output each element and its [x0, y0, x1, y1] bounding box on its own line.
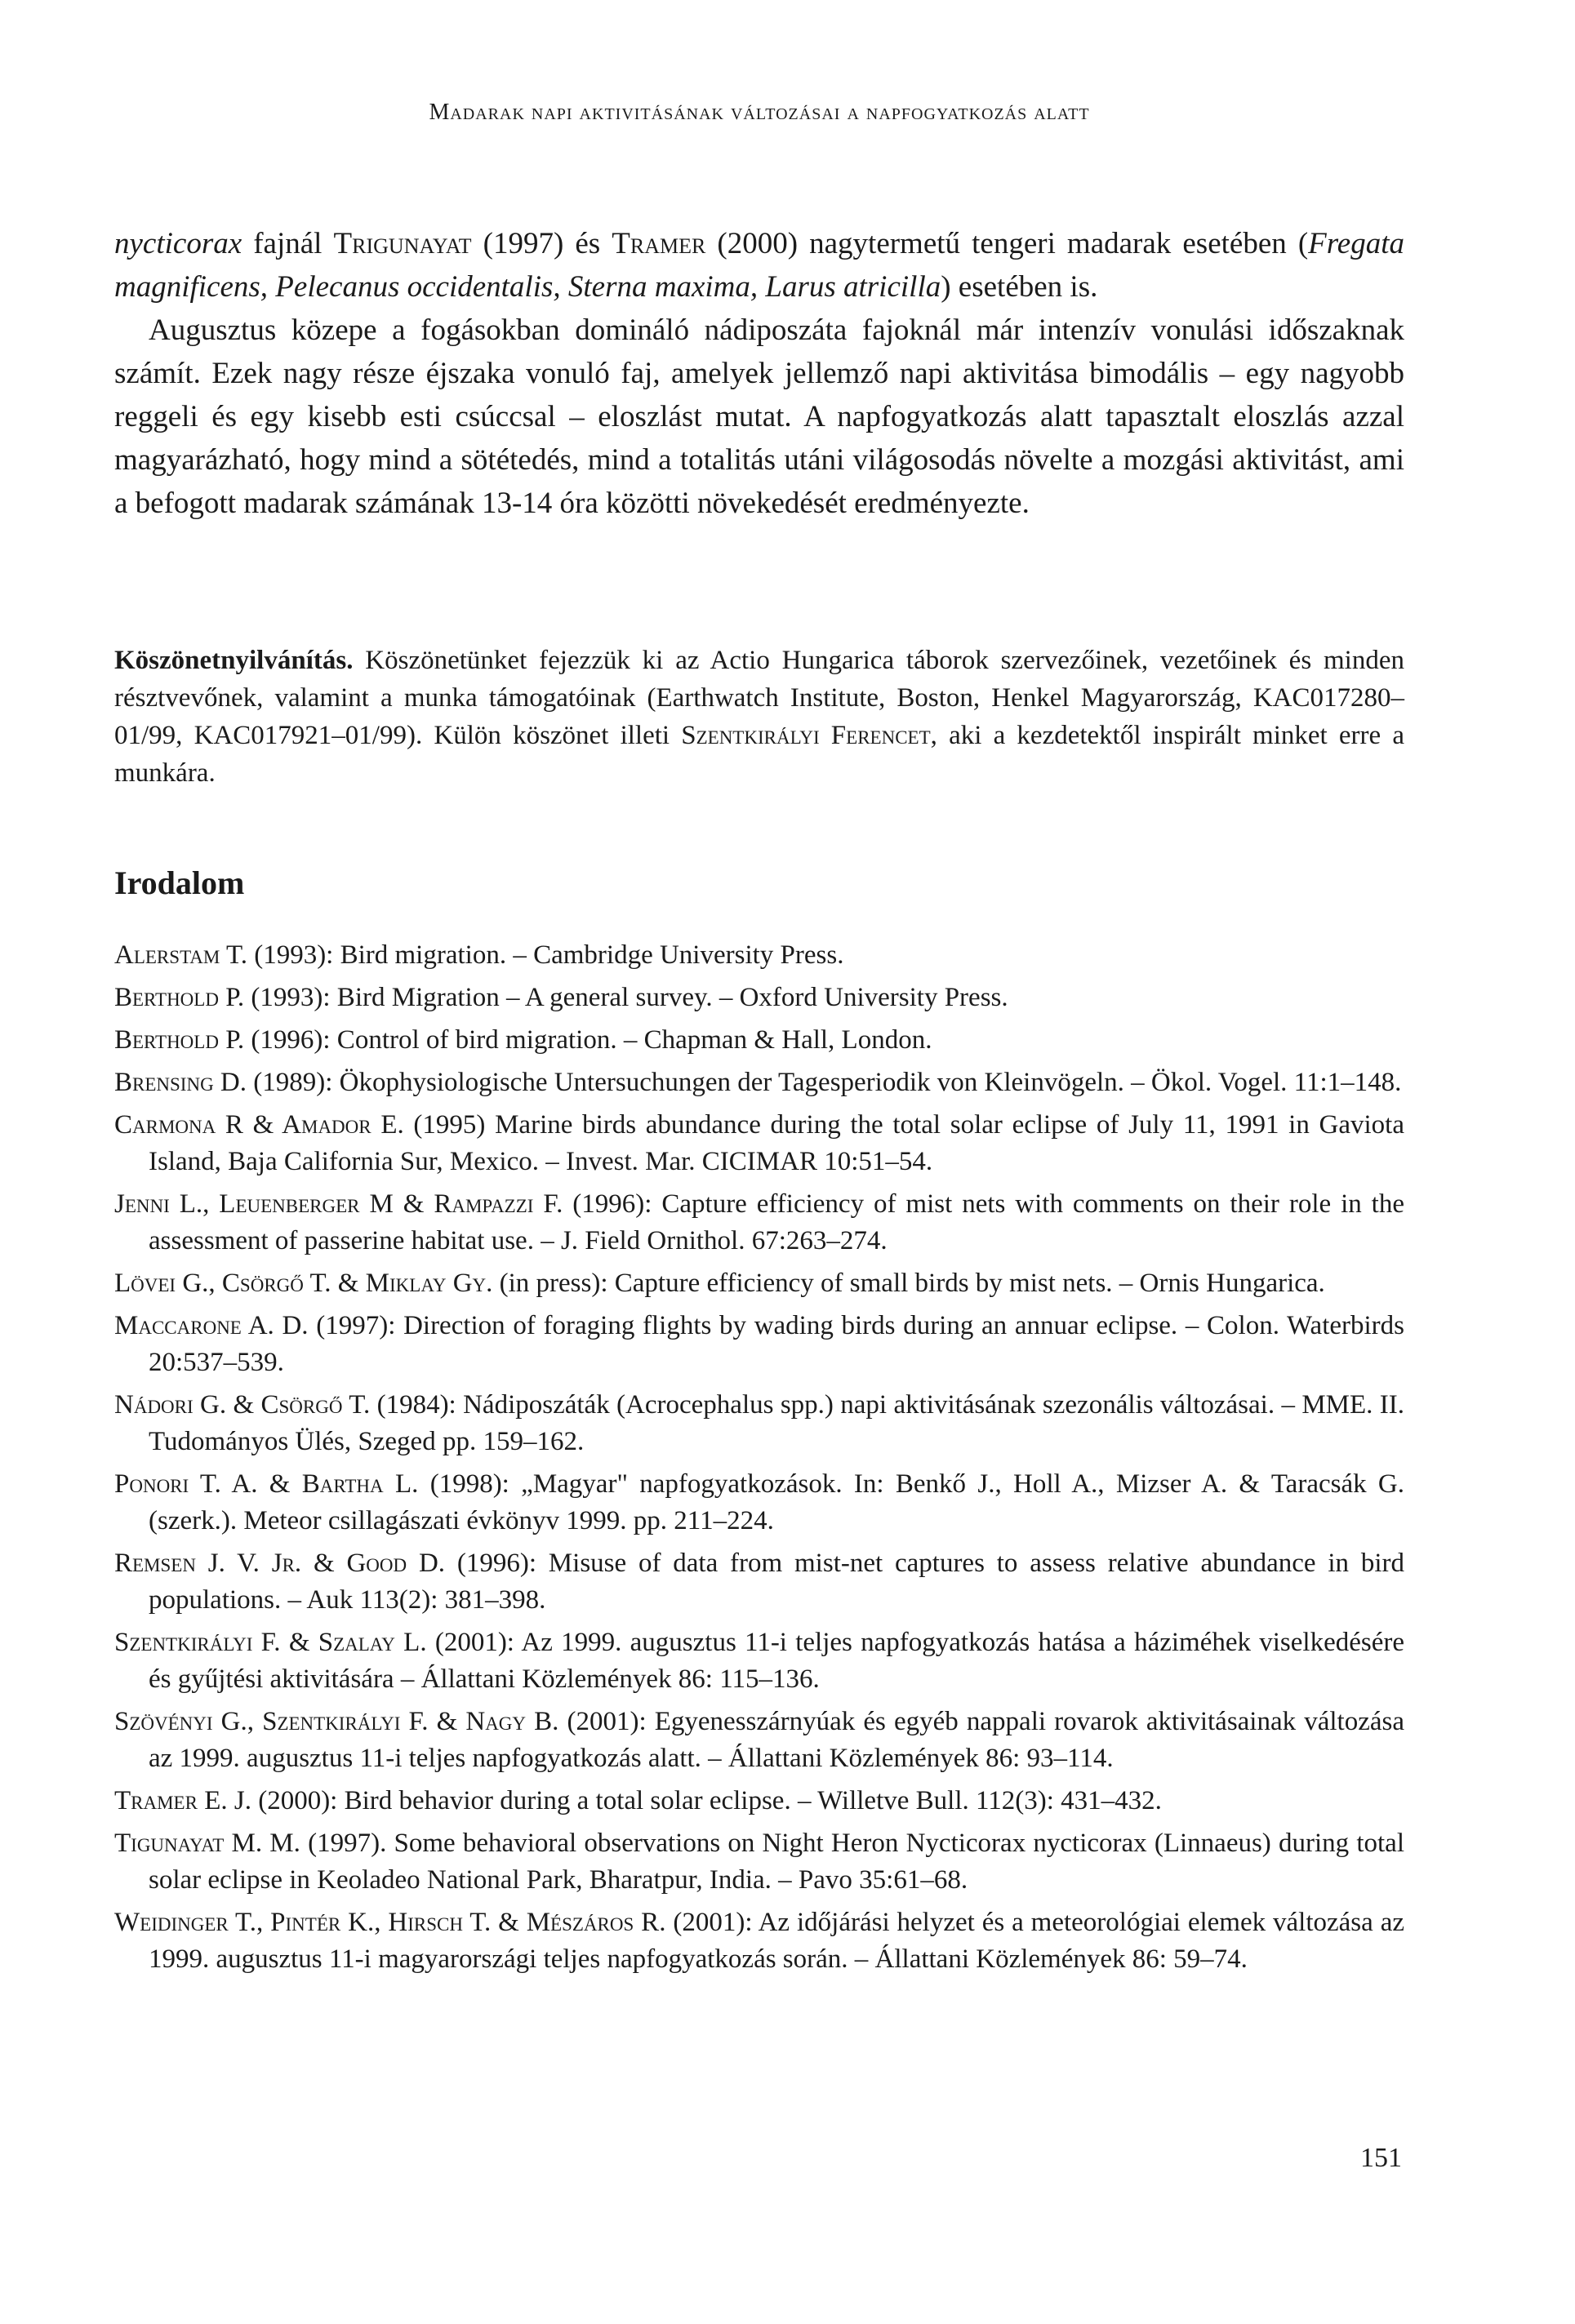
reference-item [114, 1064, 1404, 1101]
reference-authors: Carmona R & Amador E. [114, 1110, 404, 1140]
reference-text: (2001): Egyenesszárnyúak és egyéb nappali rovarok aktivitásainak változása az 1999. augusztus 11-i teljes napfogyatkozás alatt. – Állattani Közlemények 86: 93–114. [149, 1707, 1404, 1773]
reference-authors: Tigunayat M. M. [114, 1829, 300, 1858]
reference-authors: Szentkirályi F. & Szalay L. [114, 1628, 427, 1657]
species-name: nycticorax [114, 227, 242, 260]
reference-item [114, 1704, 1404, 1777]
author-name: Trigunayat [333, 227, 472, 260]
reference-authors: Alerstam T. [114, 940, 247, 970]
reference-authors: Ponori T. A. & Bartha L. [114, 1469, 419, 1499]
running-head: Madarak napi aktivitásának változásai a napfogyatkozás alatt [429, 100, 1090, 125]
reference-text: (in press): Capture efficiency of small birds by mist nets. – Ornis Hungarica. [492, 1269, 1325, 1298]
acknowledged-person: Szentkirályi Ferencet [681, 721, 931, 750]
reference-text: (1993): Bird Migration – A general survey. – Oxford University Press. [244, 983, 1008, 1012]
reference-text: (1993): Bird migration. – Cambridge University Press. [247, 940, 844, 970]
reference-item [114, 1265, 1404, 1302]
reference-text: (1989): Ökophysiologische Untersuchungen der Tagesperiodik von Kleinvögeln. – Ökol. Vogel. 11:1–148. [247, 1068, 1402, 1097]
reference-text: (1996): Capture efficiency of mist nets with comments on their role in the assessment of passerine habitat use. – J. Field Ornithol. 67:263–274. [149, 1189, 1404, 1255]
reference-text: (2001): Az időjárási helyzet és a meteorológiai elemek változása az 1999. augusztus 11-i magyarországi teljes napfogyatkozás során. – Állattani Közlemények 86: 59–74. [149, 1908, 1404, 1974]
reference-item [114, 1387, 1404, 1460]
references-heading: Irodalom [114, 864, 245, 901]
reference-authors: Lövei G., Csörgő T. & Miklay Gy. [114, 1269, 493, 1298]
reference-text: (1997): Direction of foraging flights by wading birds during an annuar eclipse. – Colon. Waterbirds 20:537–539. [149, 1311, 1405, 1377]
reference-text: (1997). Some behavioral observations on Night Heron Nycticorax nycticorax (Linnaeus) during total solar eclipse in Keoladeo National Park, Bharatpur, India. – Pavo 35:61–68. [149, 1829, 1404, 1895]
reference-item [114, 1466, 1404, 1540]
reference-authors: Weidinger T., Pintér K., Hirsch T. & Mészáros R. [114, 1908, 666, 1937]
reference-item [114, 1783, 1404, 1820]
reference-authors: Maccarone A. D. [114, 1311, 309, 1340]
reference-authors: Brensing D. [114, 1068, 247, 1097]
reference-text: (2001): Az 1999. augusztus 11-i teljes napfogyatkozás hatása a háziméhek viselkedésére és gyűjtési aktivitására – Állattani Közlemények 86: 115–136. [149, 1628, 1404, 1694]
reference-item [114, 1624, 1404, 1698]
reference-item [114, 1904, 1404, 1978]
reference-item [114, 1308, 1404, 1381]
page-number: 151 [1360, 2143, 1402, 2173]
reference-item [114, 1186, 1404, 1260]
body-text [114, 222, 1404, 525]
author-name: Tramer [612, 227, 706, 260]
reference-item [114, 980, 1404, 1016]
reference-item [114, 1825, 1404, 1899]
reference-text: (1996): Control of bird migration. – Chapman & Hall, London. [244, 1025, 932, 1055]
reference-text: (1996): Misuse of data from mist-net captures to assess relative abundance in bird populations. – Auk 113(2): 381–398. [149, 1549, 1404, 1615]
reference-authors: Berthold P. [114, 983, 245, 1012]
paragraph-2: Augusztus közepe a fogásokban domináló nádiposzáta fajoknál már intenzív vonulási időszaknak számít. Ezek nagy része éjszaka vonuló faj, amelyek jellemző napi aktivitása bimodális – egy nagyobb reggeli és egy kisebb esti csúccsal – eloszlást mutat. A napfogyatkozás alatt tapasztalt eloszlás azzal magyarázható, hogy mind a sötétedés, mind a totalitás utáni világosodás növelte a mozgási aktivitást, ami a befogott madarak számának 13-14 óra közötti növekedését eredményezte. [114, 313, 1404, 520]
reference-text: (1998): „Magyar" napfogyatkozások. In: Benkő J., Holl A., Mizser A. & Taracsák G. (szerk.). Meteor csillagászati évkönyv 1999. pp. 211–224. [149, 1469, 1405, 1535]
paragraph-1: nycticorax fajnál Trigunayat (1997) és Tramer (2000) nagytermetű tengeri madarak esetében (Fregata magnificens, Pelecanus occidentalis, Sterna maxima, Larus atricilla) esetében is. [114, 227, 1404, 304]
reference-item [114, 1022, 1404, 1059]
acknowledgement: Köszönetnyilvánítás. Köszönetünket fejezzük ki az Actio Hungarica táborok szervezőinek, vezetőinek és minden résztvevőnek, valamint a munka támogatóinak (Earthwatch Institute, Boston, Henkel Magyarország, KAC017280–01/99, KAC017921–01/99). Külön köszönet illeti Szentkirályi Ferencet, aki a kezdetektől inspirált minket erre a munkára. [114, 646, 1404, 788]
reference-item [114, 1545, 1404, 1619]
reference-authors: Tramer E. J. [114, 1786, 251, 1815]
references-list [114, 937, 1404, 1984]
reference-authors: Jenni L., Leuenberger M & Rampazzi F. [114, 1189, 563, 1219]
reference-text: (1984): Nádiposzáták (Acrocephalus spp.) napi aktivitásának szezonális változásai. – MME. II. Tudományos Ülés, Szeged pp. 159–162. [149, 1390, 1405, 1456]
reference-item [114, 1107, 1404, 1180]
reference-item [114, 937, 1404, 974]
reference-authors: Nádori G. & Csörgő T. [114, 1390, 371, 1420]
reference-authors: Berthold P. [114, 1025, 245, 1055]
reference-text: (1995) Marine birds abundance during the total solar eclipse of July 11, 1991 in Gaviota Island, Baja California Sur, Mexico. – Invest. Mar. CICIMAR 10:51–54. [149, 1110, 1404, 1176]
reference-text: (2000): Bird behavior during a total solar eclipse. – Willetve Bull. 112(3): 431–432. [251, 1786, 1162, 1815]
reference-authors: Szövényi G., Szentkirályi F. & Nagy B. [114, 1707, 559, 1736]
reference-authors: Remsen J. V. Jr. & Good D. [114, 1549, 446, 1578]
acknowledgement-label: Köszönetnyilvánítás. [114, 646, 354, 675]
species-list: Fregata magnificens, Pelecanus occidentalis, Sterna maxima, Larus atricilla [114, 227, 1404, 304]
